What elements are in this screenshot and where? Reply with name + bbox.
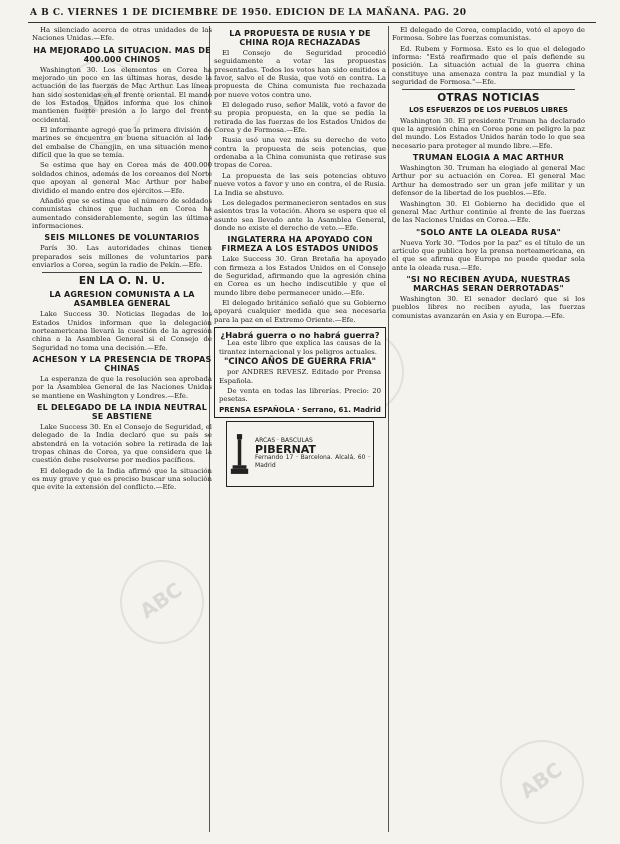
headline-acheson: ACHESON Y LA PRESENCIA DE TROPAS CHINAS xyxy=(32,354,212,373)
headline-india: EL DELEGADO DE LA INDIA NEUTRAL SE ABSTIENE xyxy=(37,403,207,421)
separator xyxy=(42,272,202,273)
abc-watermark-icon: ABC xyxy=(484,724,601,841)
ad-body: Lea este libro que explica las causas de la tirantez internacional y los peligros actuales. xyxy=(219,339,381,356)
ad-question: ¿Habrá guerra o no habrá guerra? xyxy=(220,329,380,340)
abc-watermark-icon: ABC xyxy=(44,44,161,161)
headline-onu: EN LA O. N. U. xyxy=(78,275,166,288)
masthead: A B C. VIERNES 1 DE DICIEMBRE DE 1950. EDICION DE LA MAÑANA. PAG. 20 xyxy=(30,8,467,18)
paragraph: Washington 30. Truman ha elogiado al general Mac Arthur por su actuación en Corea. El general Mac Arthur ha demostrado ser un gran jefe militar y un defensor de la libertad de los pueblos.—Efe. xyxy=(392,164,585,198)
paragraph: Rusia usó una vez más su derecho de veto contra la propuesta de seis potencias, que ordenaba a la China comunista que retirase sus tropas de Corea. xyxy=(214,136,386,170)
paragraph: París 30. Las autoridades chinas tienen preparados seis millones de voluntarios para enviarlos a Corea, según la radio de Pekín.—Efe. xyxy=(32,244,212,269)
headline-asamblea: LA AGRESION COMUNISTA A LA ASAMBLEA GENERAL xyxy=(49,290,195,309)
paragraph: La esperanza de que la resolución sea aprobada por la Asamblea General de las Naciones Unidas se mantiene en Washington y Londres.—Efe. xyxy=(32,374,212,400)
headline-inglaterra: INGLATERRA HA APOYADO CON FIRMEZA A LOS ESTADOS UNIDOS xyxy=(221,235,379,254)
book-advertisement xyxy=(214,327,386,418)
paragraph: El delegado de Corea, complacido, votó el apoyo de Formosa. Sobre las fuerzas comunistas. xyxy=(392,26,585,43)
headline-oleada: "SOLO ANTE LA OLEADA RUSA" xyxy=(416,227,561,237)
paragraph: El informante agregó que la primera división de marines se encuentra en buena situación al lado del embalse de Changjin, en una situación menos difícil que la que se temía. xyxy=(32,126,212,160)
ad2-text xyxy=(255,437,370,470)
separator xyxy=(402,89,575,90)
masthead-rule xyxy=(28,22,596,23)
paragraph: El Consejo de Seguridad procedió seguidamente a votar las propuestas presentadas. Todos los votos han sido emitidos a favor, salvo el de Rusia, que votó en contra. La propuesta de China comunista fue rechazada por nueve votos contra uno. xyxy=(214,49,386,99)
paragraph: Lake Success 30. En el Consejo de Seguridad, el delegado de la India declaró que su país se abstendrá en la votación sobre la retirada de las tropas chinas de Corea, ya que considera que la cuestión debe resolverse por medios pacíficos. xyxy=(32,423,212,465)
column-2 xyxy=(214,26,386,834)
headline-propuesta: LA PROPUESTA DE RUSIA Y DE CHINA ROJA RECHAZADAS xyxy=(229,29,371,47)
headline-voluntarios: SEIS MILLONES DE VOLUNTARIOS xyxy=(44,233,200,243)
ad-publisher: PRENSA ESPAÑOLA · Serrano, 61. Madrid xyxy=(219,405,381,414)
pibernat-advertisement xyxy=(226,421,374,487)
subheadline-pueblos: LOS ESFUERZOS DE LOS PUEBLOS LIBRES xyxy=(409,106,568,115)
ad-price: De venta en todas las librerías. Precio: 20 pesetas. xyxy=(219,387,381,404)
column-divider xyxy=(388,26,389,832)
paragraph: Washington 30. Los elementos en Corea ha mejorado un poco en las últimas horas, desde la actuación de las fuerzas de Mac Arthur. Las líneas han sido sostenidas en el frente oriental. El mando de los Estados Unidos informa que los chinos mantienen fuerte presión a lo largo del frente occidental. xyxy=(32,65,212,124)
scale-icon xyxy=(230,429,249,479)
paragraph: Los delegados permanecieron sentados en sus asientos tras la votación. Ahora se espera que el asunto sea llevado ante la Asamblea General, donde no existe el derecho de veto.—Efe. xyxy=(214,198,386,232)
ad2-top: ARCAS · BASCULAS xyxy=(255,437,313,445)
headline-truman: TRUMAN ELOGIA A MAC ARTHUR xyxy=(412,153,565,163)
headline-ayuda: "SI NO RECIBEN AYUDA, NUESTRAS MARCHAS SERAN DERROTADAS" xyxy=(406,274,571,293)
column-1 xyxy=(32,26,212,834)
ad-author: por ANDRES REVESZ. Editado por Prensa Española. xyxy=(219,368,381,385)
paragraph: La propuesta de las seis potencias obtuvo nueve votos a favor y uno en contra, el de Rusia. La India se abstuvo. xyxy=(214,171,386,197)
ad2-brand: PIBERNAT xyxy=(255,442,316,456)
paragraph: Washington 30. El senador declaró que si los pueblos libres no reciben ayuda, las fuerzas comunistas avanzarán en Asia y en Europa.—Efe. xyxy=(392,294,585,320)
paragraph: Nueva York 30. "Todos por la paz" es el título de un artículo que publica hoy la prensa norteamericana, en el que se afirma que Europa no puede quedar sola ante la oleada rusa.—Efe. xyxy=(392,238,585,272)
ad2-address: Fernando 17 · Barcelona. Alcalá, 60 · Madrid xyxy=(255,454,370,470)
headline-situacion: HA MEJORADO LA SITUACION. MAS DE 400.000 CHINOS xyxy=(33,45,211,64)
headline-otras-noticias: OTRAS NOTICIAS xyxy=(437,92,540,105)
paragraph: Lake Success 30. Noticias llegadas de los Estados Unidos informan que la delegación norteamericana llevará la cuestión de la agresión china a la Asamblea General si el Consejo de Seguridad no toma una decisión.—Efe. xyxy=(32,310,212,352)
column-3 xyxy=(392,26,585,834)
paragraph: Ed. Rubem y Formosa. Esto es lo que el delegado informa: "Está reafirmado que el país defiende su posición. La situación actual de la guerra china constituye una amenaza contra la paz mundial y la seguridad de Formosa."—Efe. xyxy=(392,44,585,87)
paragraph: Añadió que se estima que el número de soldados comunistas chinos que luchan en Corea ha aumentado considerablemente, según las últimas informaciones. xyxy=(32,196,212,230)
paragraph: El delegado ruso, señor Malik, votó a favor de su propia propuesta, en la que se pedía la retirada de las fuerzas de los Estados Unidos de Corea y de Formosa.—Efe. xyxy=(214,101,386,135)
abc-watermark-icon: ABC xyxy=(104,544,221,661)
paragraph: El delegado británico señaló que su Gobierno apoyará cualquier medida que sea necesaria para la paz en el Extremo Oriente.—Efe. xyxy=(214,298,386,324)
paragraph: Se estima que hay en Corea más de 400.000 soldados chinos, además de los coreanos del Norte que apoyan al general Mac Arthur por haber dividido el mando entre dos ejércitos.—Efe. xyxy=(32,161,212,195)
intro-text: Ha silenciado acerca de otras unidades de las Naciones Unidas.—Efe. xyxy=(32,26,212,43)
paragraph: Lake Success 30. Gran Bretaña ha apoyado con firmeza a los Estados Unidos en el Consejo de Seguridad, afirmando que la agresión china en Corea es un hecho indiscutible y que el mundo libre debe permanecer unido.—Efe. xyxy=(214,255,386,297)
paragraph: Washington 30. El Gobierno ha decidido que el general Mac Arthur continúe al frente de las fuerzas de las Naciones Unidas en Corea.—Efe. xyxy=(392,199,585,225)
paragraph: El delegado de la India afirmó que la situación es muy grave y que es preciso buscar una solución que evite la extensión del conflicto.—Efe. xyxy=(32,466,212,492)
paragraph: Washington 30. El presidente Truman ha declarado que la agresión china en Corea pone en peligro la paz del mundo. Los Estados Unidos harán todo lo que sea necesario para proteger al mundo libre.—Efe. xyxy=(392,116,585,150)
ad-book-title: "CINCO AÑOS DE GUERRA FRIA" xyxy=(223,357,377,367)
